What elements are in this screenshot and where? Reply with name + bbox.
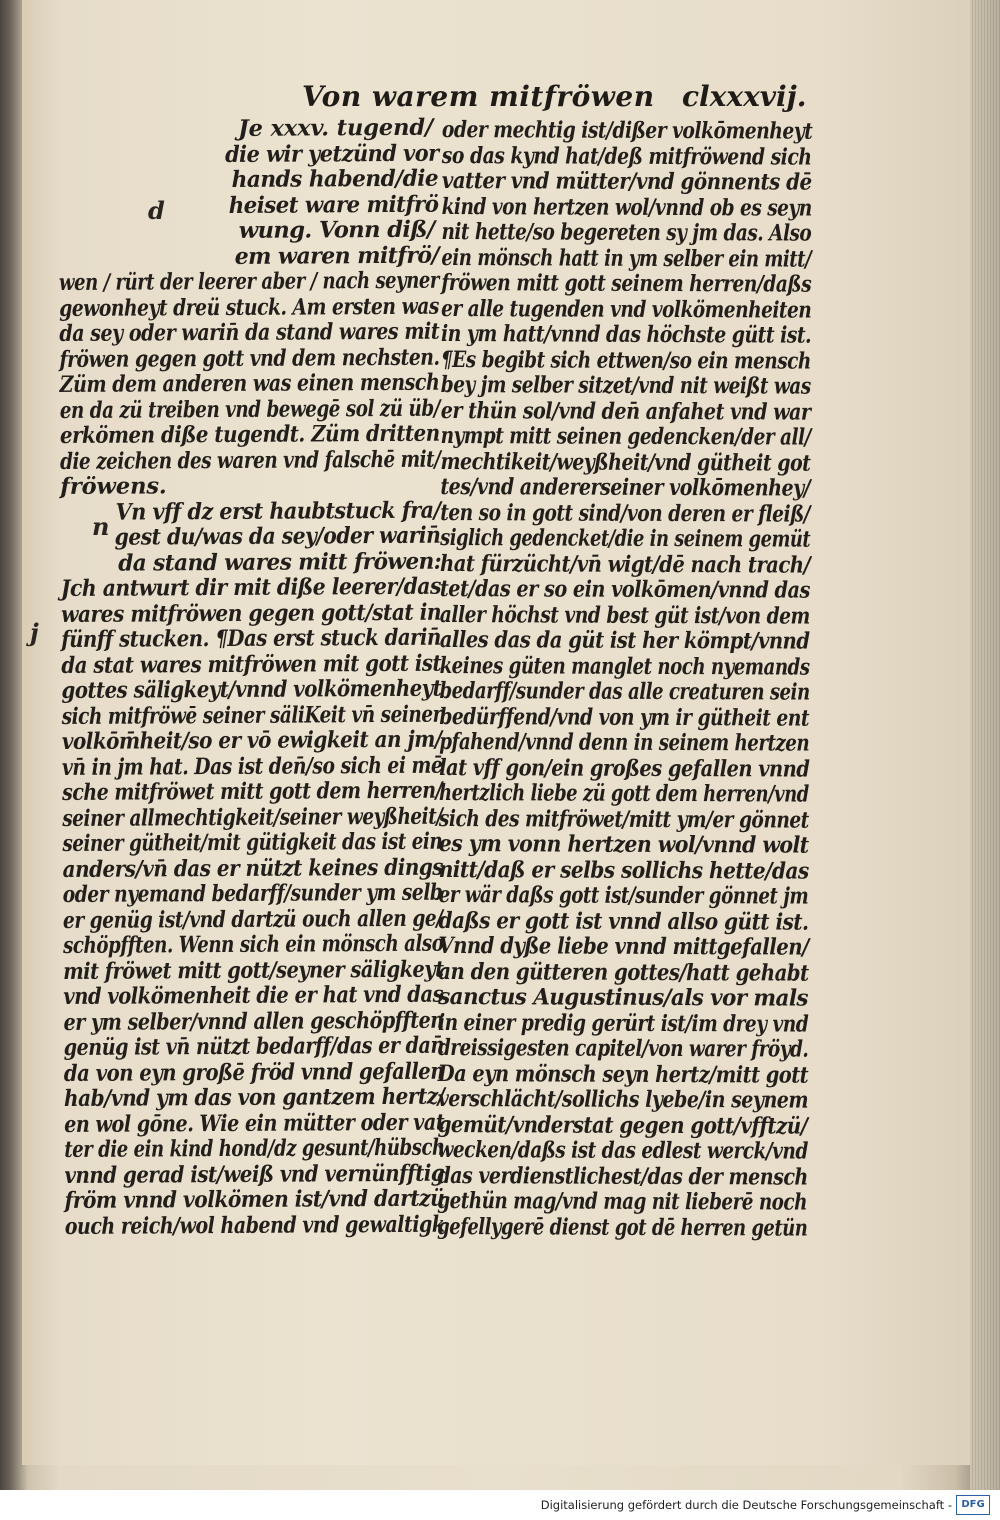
text-line: heiset ware mitfrö (228, 191, 439, 219)
page-edges (970, 0, 1000, 1490)
text-line: ten so in gott sind/von deren er fleiß/ (440, 499, 811, 528)
text-line: lat vff gon/ein großes gefallen vnnd (439, 754, 810, 783)
text-line: nympt mitt seinen gedencken/der all/ (440, 422, 811, 451)
text-line: fünff stucken. ¶Das erst stuck darin̄ (61, 624, 441, 653)
text-line: da von eyn großē fröd vnnd gefallen (63, 1058, 445, 1087)
text-line: er wär daßs gott ist/sunder gönnet jm (438, 881, 809, 910)
right-text-column (437, 118, 812, 1242)
text-line: gethün mag/vnd mag nit lieberē noch (437, 1187, 808, 1216)
text-line: erkömen diße tugendt. Züm dritten (59, 420, 440, 449)
text-line: anders/vn̄ das er nützt keines dings (62, 854, 444, 883)
text-line: hat fürzücht/vn̄ wigt/dē nach trach/ (439, 550, 811, 579)
text-line: da stand wares mitt fröwen: (118, 548, 442, 577)
text-line: hands habend/die (231, 165, 439, 193)
text-line: wung. Vonn diß/ (238, 216, 435, 244)
text-line: er thün sol/vnd den̄ anfahet vnd war (440, 397, 811, 426)
text-line: er ym selber/vnnd allen geschöpfften (63, 1007, 444, 1036)
text-line: wecken/daßs ist das edlest werck/vnd (437, 1136, 808, 1165)
text-line: an den gütteren gottes/hatt gehabt (438, 958, 809, 987)
left-text-column (58, 116, 445, 1240)
text-line: gemüt/vnderstat gegen gott/vfftzü/ (437, 1111, 808, 1140)
text-line: vatter vnd mütter/vnd gönnents dē (441, 167, 812, 196)
text-line: gottes säligkeyt/vnnd volkömenheyt (61, 675, 442, 704)
text-line: fröwen mitt gott seinem herren/daßs (441, 269, 812, 298)
text-line: ter die ein kind hond/dz gesunt/hübsch (64, 1134, 445, 1163)
running-title: Von warem mitfröwen (302, 80, 655, 113)
text-line: genüg ist vn̄ nützt bedarff/das er dan̄ (63, 1032, 444, 1061)
text-line: alles das da güt ist her kömpt/vnnd (439, 626, 810, 655)
text-line: bey jm selber sitzet/vnd nit weißt was (440, 371, 811, 400)
text-line: vnd volkömenheit die er hat vnd das (63, 981, 444, 1010)
text-line: fröwen gegen gott vnd dem nechsten. (59, 344, 440, 373)
text-line: seiner allmechtigkeit/seiner weyßheit/ (62, 803, 443, 832)
text-line: sich mitfröwē seiner säliKeit vn̄ seiner (61, 701, 442, 730)
funding-note: Digitalisierung gefördert durch die Deutsche Forschungsgemeinschaft - (540, 1498, 952, 1512)
text-line: schöpfften. Wenn sich ein mönsch also (62, 930, 444, 959)
text-line: vnnd gerad ist/weiß vnd vernünfftig (64, 1160, 445, 1189)
text-line: pfahend/vnnd denn in seinem hertzen (439, 728, 810, 757)
text-line: in einer predig gerürt ist/im drey vnd (437, 1009, 809, 1038)
text-line: ¶Es begibt sich ettwen/so ein mensch (440, 346, 811, 375)
text-line: mit fröwet mitt gott/seyner säligkeyt (63, 956, 444, 985)
text-line: oder mechtig ist/dißer volkōmenheyt (441, 117, 813, 145)
text-line: fröwens. (60, 473, 167, 500)
text-line: er alle tugenden vnd volkömenheiten (441, 295, 812, 324)
text-line: so das kynd hat/deß mitfröwend sich (441, 142, 812, 171)
dfg-logo: DFG (956, 1495, 990, 1515)
text-line: nitt/daß er selbs sollichs hette/das (438, 856, 809, 885)
text-line: ouch reich/wol habend vnd gewaltigk (64, 1211, 445, 1240)
text-line: bedürffend/vnd von ym ir gütheit ent (439, 703, 810, 732)
text-line: mechtikeit/weyßheit/vnd gütheit got (440, 448, 811, 477)
text-line: Vn vff dz erst haubtstuck fra/ (115, 497, 441, 526)
text-line: kind von hertzen wol/vnnd ob es seyn (441, 193, 812, 222)
text-line: hertzlich liebe zü gott dem herren/vnd (438, 779, 809, 808)
text-line: sich des mitfröwet/mitt ym/er gönnet (438, 805, 809, 834)
text-line: em waren mitfrö/ (234, 242, 440, 270)
text-line: siglich gedencket/die in seinem gemüt (440, 524, 811, 553)
text-line: volkōm̄heit/so er vō ewigkeit an jm/ (61, 726, 442, 755)
folio-number: clxxxvij. (682, 80, 807, 113)
text-line: es ym vonn hertzen wol/vnnd wolt (438, 830, 809, 859)
text-line: tes/vnd andererseiner volkōmenhey/ (440, 473, 811, 502)
text-line: wares mitfröwen gegen gott/stat in (60, 599, 442, 628)
text-line: da sey oder warin̄ da stand wares mit (59, 318, 440, 347)
text-line: das verdienstlichest/das der mensch (437, 1162, 808, 1191)
text-line: die zeichen des waren vnd falschē mit/ (60, 446, 441, 475)
text-line: seiner gütheit/mit gütigkeit das ist ein (62, 828, 443, 857)
text-line: daßs er gott ist vnnd allso gütt ist. (438, 907, 809, 936)
text-line: Da eyn mönsch seyn hertz/mitt gott (437, 1060, 809, 1089)
text-line: keines güten manglet noch nyemands (439, 652, 810, 681)
text-line: oder nyemand bedarff/sunder ym selb (62, 879, 443, 908)
text-line: gefellygerē dienst got dē herren getün (437, 1213, 808, 1242)
text-line: gewonheyt dreü stuck. Am ersten was (59, 293, 439, 322)
text-line: sanctus Augustinus/als vor mals (438, 983, 808, 1012)
text-line: Züm dem anderen was einen mensch (59, 369, 440, 398)
text-line: gest du/was da sey/oder warin̄ (114, 522, 441, 551)
text-line: sche mitfröwet mitt gott dem herren/ (62, 777, 442, 806)
text-line: hab/vnd ym das von gantzem hertz/ (63, 1083, 445, 1112)
text-line: da stat wares mitfröwen mit gott ist (61, 650, 442, 679)
text-line: die wir yetzünd vor (224, 140, 439, 168)
text-line: ein mönsch hatt in ym selber ein mitt/ (441, 244, 812, 273)
text-line: wen / rürt der leerer aber / nach seyner (58, 267, 439, 296)
text-line: in ym hatt/vnnd das höchste gütt ist. (441, 320, 812, 349)
text-line: verschlächt/sollichs lyebe/in seynem (437, 1085, 809, 1114)
text-line: Je xxxv. tugend/ (237, 114, 434, 142)
text-line: vn̄ in jm hat. Das ist den̄/so sich ei mē (61, 752, 443, 781)
text-line: er genüg ist/vnd dartzü ouch allen ge/ (62, 905, 443, 934)
text-line: en wol gōne. Wie ein mütter oder vat (64, 1109, 445, 1138)
margin-letter: n (92, 512, 110, 541)
text-line: bedarff/sunder das alle creaturen sein (439, 677, 810, 706)
text-line: aller höchst vnd best güt ist/von dem (439, 601, 810, 630)
text-line: dreissigesten capitel/von warer fröyd. (437, 1034, 809, 1063)
text-line: Jch antwurt dir mit diße leerer/das (60, 573, 441, 602)
text-line: tet/das er so ein volkōmen/vnnd das (439, 575, 810, 604)
margin-letter: j (30, 618, 39, 647)
margin-letter: d (148, 196, 165, 225)
text-line: fröm vnnd volkömen ist/vnd dartzü (64, 1185, 445, 1214)
text-line: en da zü treiben vnd bewegē sol zü üb/ (59, 395, 440, 424)
text-line: Vnnd dyße liebe vnnd mittgefallen/ (438, 932, 809, 961)
text-line: nit hette/so begereten sy jm das. Also (441, 218, 812, 247)
